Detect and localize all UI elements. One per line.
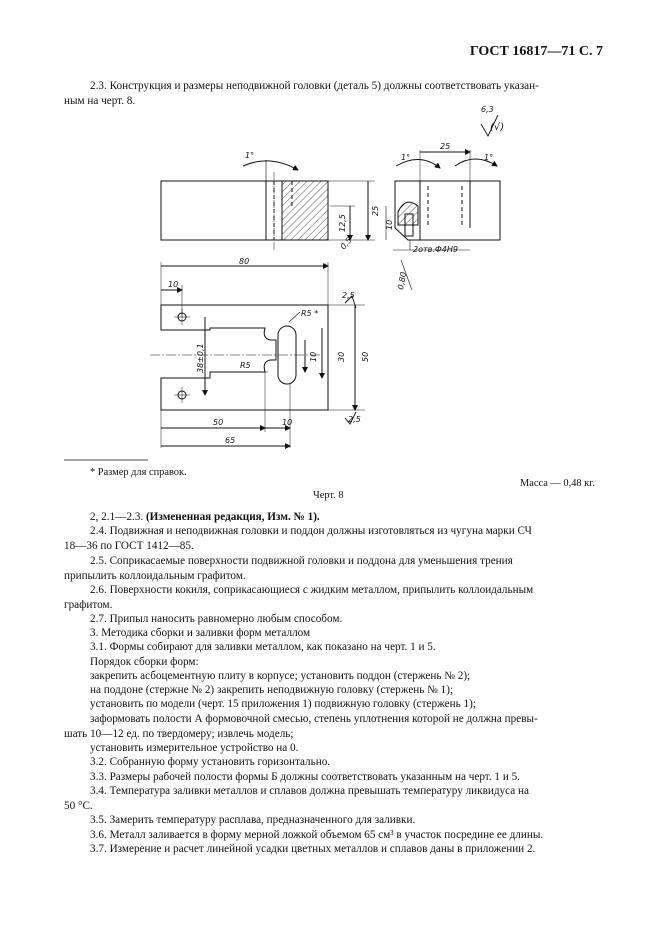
roughness-2-5-top: 2,5 xyxy=(342,291,355,300)
section-3-title: 3. Методика сборки и заливки форм металлом xyxy=(90,627,311,639)
para-2-5-a: 2.5. Соприкасаемые поверхности подвижной головки и поддона для уменьшения трения xyxy=(90,555,513,567)
para-3-6: 3.6. Металл заливается в форму мерной ложкой объемом 65 см³ в участок посредине ее длины. xyxy=(90,829,544,841)
dim-10-inner: 10 xyxy=(309,351,318,362)
figure-caption: Черт. 8 xyxy=(313,490,344,501)
para-2-7: 2.7. Припыл наносить равномерно любым способом. xyxy=(90,613,343,625)
step-5: установить измерительное устройство на 0. xyxy=(90,742,299,754)
para-3-1: 3.1. Формы собирают для заливки металлом, как показано на черт. 1 и 5. xyxy=(90,641,436,653)
front-view xyxy=(161,160,375,252)
dim-10-side: 10 xyxy=(385,219,394,230)
angle-label-left: 1° xyxy=(245,151,255,160)
dim-50-outer: 50 xyxy=(361,351,370,362)
para-2-4-b: 18—36 по ГОСТ 1412—85. xyxy=(64,540,194,552)
step-3: установить по модели (черт. 15 приложения 1) подвижную головку (стержень 1); xyxy=(90,698,476,710)
dim-0-5: 0,5 xyxy=(338,235,354,252)
dim-38: 38±0,1 xyxy=(196,343,205,373)
step-4-b: шать 10—12 ед. по твердомеру; извлечь модель; xyxy=(64,728,294,740)
angle-label-r2: 1° xyxy=(484,153,494,162)
dim-0-80: 0,80 xyxy=(396,271,409,291)
roughness-6-3: 6,3 xyxy=(481,105,494,114)
dim-25-top: 25 xyxy=(440,142,451,151)
para-2-5-b: припылить коллоидальным графитом. xyxy=(64,570,246,582)
para-2-6-b: графитом. xyxy=(64,599,113,611)
dim-12-5: 12,5 xyxy=(338,214,347,232)
para-2-1-number: 2, 2.1—2.3. xyxy=(90,511,144,523)
para-2-1-revision xyxy=(90,510,320,525)
dim-30-inner: 30 xyxy=(337,351,346,362)
dim-50-bottom: 50 xyxy=(213,418,224,427)
assembly-order: Порядок сборки форм: xyxy=(90,656,199,668)
dim-10-bottom: 10 xyxy=(282,418,293,427)
para-2-6-a: 2.6. Поверхности кокиля, соприкасающиеся с жидким металлом, припылить коллоидальным xyxy=(90,584,534,596)
para-3-4-a: 3.4. Температура заливки металлов и сплавов должна превышать температуру ликвидуса на xyxy=(90,785,529,797)
mass-label: Масса — 0,48 кг. xyxy=(520,478,595,489)
para-3-5: 3.5. Замерить температуру расплава, предназначенного для заливки. xyxy=(90,814,416,826)
dim-10-left: 10 xyxy=(168,280,179,289)
dim-80: 80 xyxy=(239,257,250,266)
intro-line-2: ным на черт. 8. xyxy=(64,95,136,107)
step-1: закрепить асбоцементную плиту в корпусе; установить поддон (стержень № 2); xyxy=(90,670,471,682)
para-2-1-edition: (Измененная редакция, Изм. № 1). xyxy=(145,511,320,523)
radius-5-star: R5 * xyxy=(301,309,319,318)
plan-view xyxy=(150,262,365,448)
dim-65: 65 xyxy=(225,436,236,445)
step-4-a: зaформовать полости А формовочной смесью, степень уплотнения которой не должна превы- xyxy=(90,713,538,725)
para-3-3: 3.3. Размеры рабочей полости формы Б должны соответствовать указанным на черт. 1 и 5. xyxy=(90,771,520,783)
roughness-2-5-bottom: 2,5 xyxy=(348,415,361,424)
dim-25-side: 25 xyxy=(371,205,380,216)
footnote: * Размер для справок. xyxy=(90,467,187,478)
roughness-symbol: (√) xyxy=(490,122,505,133)
angle-label-r1: 1° xyxy=(401,153,411,162)
para-2-4-a: 2.4. Подвижная и неподвижная головки и поддон должны изготовляться из чугуна марки СЧ xyxy=(90,525,532,537)
para-3-7: 3.7. Измерение и расчет линейной усадки цветных металлов и сплавов даны в приложении 2. xyxy=(90,843,536,855)
page-header: ГОСТ 16817—71 С. 7 xyxy=(469,44,603,59)
radius-5: R5 xyxy=(240,361,251,370)
para-3-2: 3.2. Собранную форму установить горизонтально. xyxy=(90,756,331,768)
para-3-4-b: 50 °С. xyxy=(64,800,93,812)
step-2: на поддоне (стержне № 2) закрепить неподвижную головку (стержень № 1); xyxy=(90,684,454,696)
intro-line-1: 2.3. Конструкция и размеры неподвижной головки (деталь 5) должны соответствовать указан- xyxy=(90,80,539,92)
holes-label: 2отв.Ф4Н9 xyxy=(413,245,458,254)
